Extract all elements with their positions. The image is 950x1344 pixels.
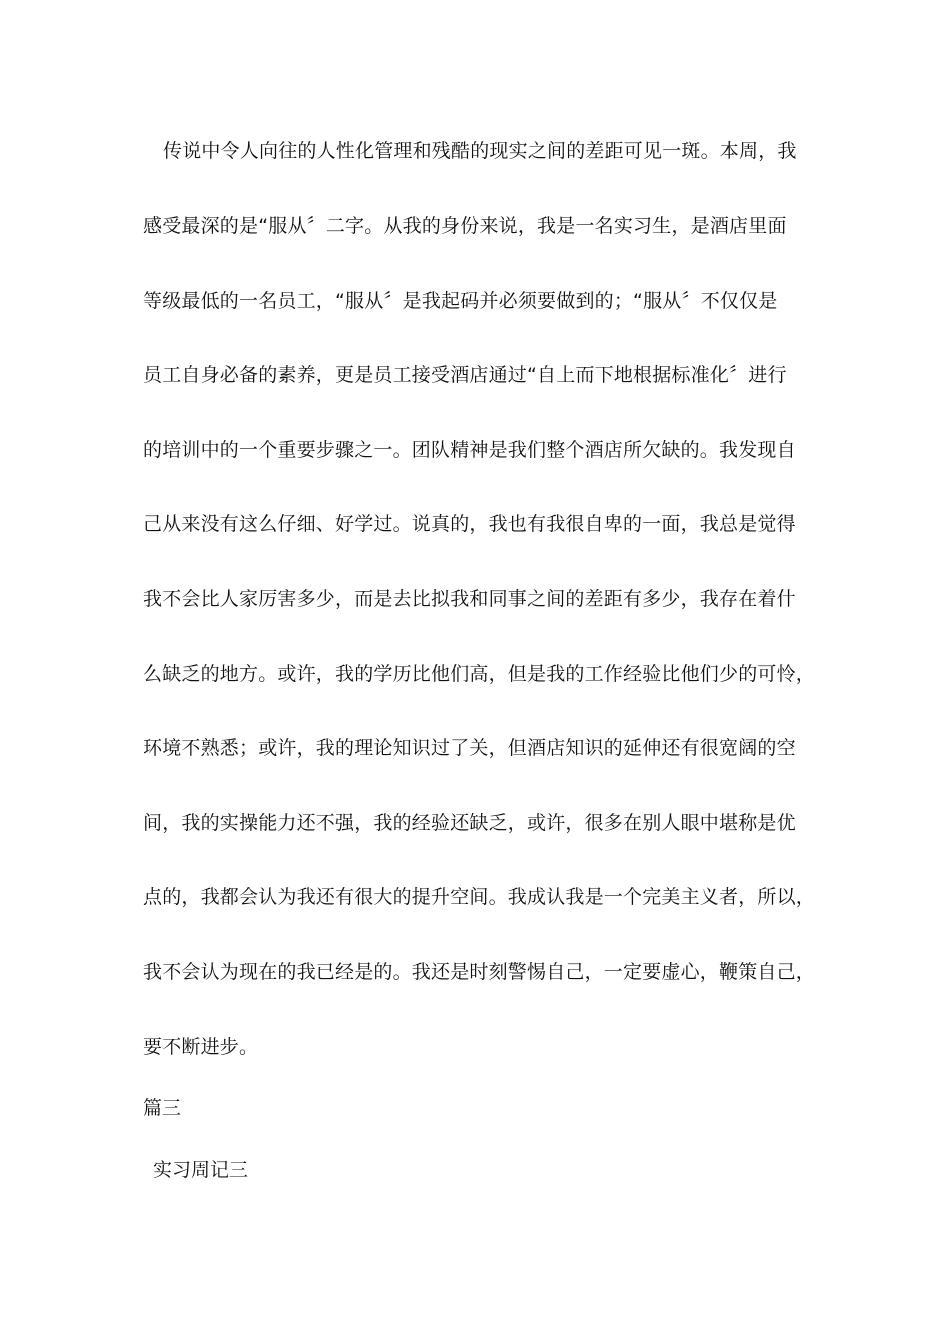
- paragraph-line: 感受最深的是“服从〞二字。从我的身份来说，我是一名实习生，是酒店里面: [143, 215, 787, 237]
- paragraph-line: 员工自身必备的素养，更是员工接受酒店通过“自上而下地根据标准化〞进行: [143, 364, 787, 386]
- paragraph-line: 要不断进步。: [143, 1036, 259, 1058]
- paragraph-line: 己从来没有这么仔细、好学过。说真的，我也有我很自卑的一面，我总是觉得: [143, 513, 796, 535]
- paragraph-line: 等级最低的一名员工，“服从〞是我起码并必须要做到的；“服从〞不仅仅是: [143, 290, 778, 312]
- paragraph-line: 的培训中的一个重要步骤之一。团队精神是我们整个酒店所欠缺的。我发现自: [143, 439, 796, 461]
- paragraph-line: 环境不熟悉；或许，我的理论知识过了关，但酒店知识的延伸还有很宽阔的空: [143, 737, 796, 759]
- paragraph-line: 么缺乏的地方。或许，我的学历比他们高，但是我的工作经验比他们少的可怜，: [143, 663, 816, 685]
- paragraph-line: 我不会认为现在的我已经是的。我还是时刻警惕自己，一定要虚心，鞭策自己，: [143, 961, 816, 983]
- paragraph-line: 间，我的实操能力还不强，我的经验还缺乏，或许，很多在别人眼中堪称是优: [143, 812, 796, 834]
- paragraph-line: 点的，我都会认为我还有很大的提升空间。我成认我是一个完美主义者，所以，: [143, 886, 816, 908]
- section-label: 篇三: [143, 1097, 182, 1119]
- paragraph-line: 传说中令人向往的人性化管理和残酷的现实之间的差距可见一斑。本周，我: [163, 140, 797, 162]
- paragraph-line: 我不会比人家厉害多少，而是去比拟我和同事之间的差距有多少，我存在着什: [143, 588, 796, 610]
- section-subtitle: 实习周记三: [153, 1159, 249, 1181]
